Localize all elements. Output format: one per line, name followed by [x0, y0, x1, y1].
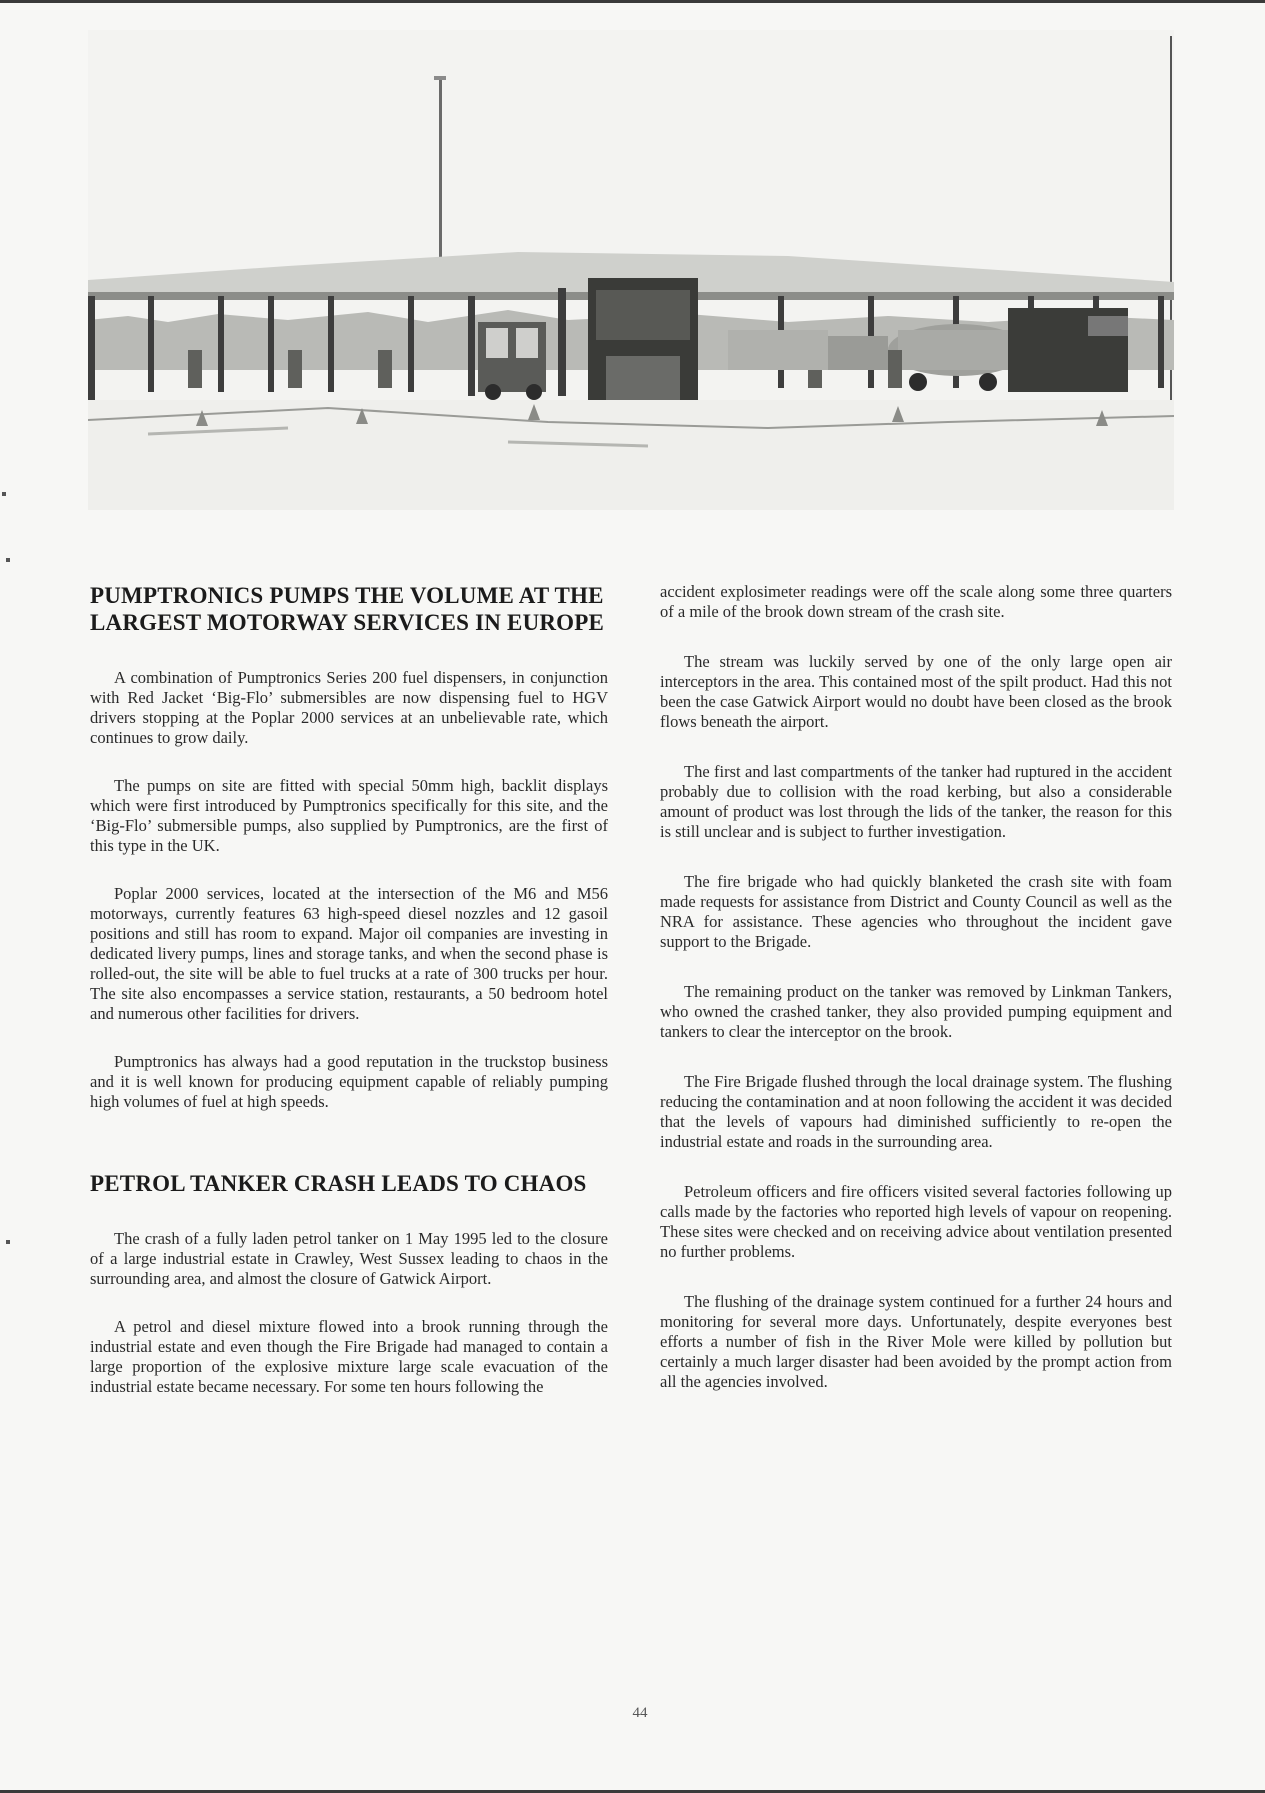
article2-paragraph-2: A petrol and diesel mixture flowed into a brook running through the industrial estate and even though the Fire Brigade had managed to contain a large proportion of the explosive mixture large scale evacuation of the industrial estate became necessary. For some ten hours following the	[90, 1317, 608, 1396]
article1-paragraph-3: Poplar 2000 services, located at the intersection of the M6 and M56 motorways, currently features 63 high-speed diesel nozzles and 12 gasoil positions and still has room to expand. Major oil companies are investing in dedicated livery pumps, lines and storage tanks, and when the second phase is rolled-out, the site will be able to fuel trucks at a rate of 300 trucks per hour. The site also encompasses a service station, restaurants, a 50 bedroom hotel and numerous other facilities for drivers.	[90, 884, 608, 1023]
article2-paragraph-fire-brigade: The fire brigade who had quickly blanketed the crash site with foam made requests for assistance from District and County Council as well as the NRA for assistance. These agencies who throughout the incident gave support to the Brigade.	[660, 872, 1172, 951]
page-number: 44	[632, 1705, 648, 1721]
article2-paragraph-linkman: The remaining product on the tanker was removed by Linkman Tankers, who owned the crashed tanker, they also provided pumping equipment and tankers to clear the interceptor on the brook.	[660, 982, 1172, 1041]
article2-paragraph-drainage: The Fire Brigade flushed through the local drainage system. The flushing reducing the contamination and at noon following the accident it was decided that the levels of vapours had diminished sufficiently to re-open the industrial estate and roads in the surrounding area.	[660, 1072, 1172, 1151]
edge-mark	[6, 558, 10, 562]
article2-paragraph-1: The crash of a fully laden petrol tanker on 1 May 1995 led to the closure of a large industrial estate in Crawley, West Sussex leading to chaos in the surrounding area, and almost the closure of Gatwick Airport.	[90, 1229, 608, 1288]
article1-heading: PUMPTRONICS PUMPS THE VOLUME AT THE LARGEST MOTORWAY SERVICES IN EUROPE	[90, 583, 605, 635]
article1-paragraph-1: A combination of Pumptronics Series 200 fuel dispensers, in conjunction with Red Jacket ‘Big-Flo’ submersibles are now dispensing fuel to HGV drivers stopping at the Poplar 2000 services at an unbelievable rate, which continues to grow daily.	[90, 668, 608, 747]
article2-paragraph-interceptor: The stream was luckily served by one of the only large open air interceptors in the area. This contained most of the spilt product. Had this not been the case Gatwick Airport would no doubt have been closed as the brook flows beneath the airport.	[660, 652, 1172, 731]
article2-paragraph-petroleum-officers: Petroleum officers and fire officers visited several factories following up calls made by the factories who reported high levels of vapour on reopening. These sites were checked and on receiving advice about ventilation presented no further problems.	[660, 1182, 1172, 1261]
article1-paragraph-4: Pumptronics has always had a good reputation in the truckstop business and it is well known for producing equipment capable of reliably pumping high volumes of fuel at high speeds.	[90, 1052, 608, 1111]
edge-mark	[6, 1240, 10, 1244]
right-column	[660, 582, 1172, 1422]
article2-continued-paragraph: accident explosimeter readings were off the scale along some three quarters of a mile of the brook down stream of the crash site.	[660, 582, 1172, 621]
article2-paragraph-compartments: The first and last compartments of the tanker had ruptured in the accident probably due to collision with the road kerbing, but also a considerable amount of product was lost through the lids of the tanker, the reason for this is still unclear and is subject to further investigation.	[660, 762, 1172, 841]
article1-paragraph-2: The pumps on site are fitted with special 50mm high, backlit displays which were first introduced by Pumptronics specifically for this site, and the ‘Big-Flo’ submersible pumps, also supplied by Pumptronics, are the first of this type in the UK.	[90, 776, 608, 855]
forecourt-photo	[88, 30, 1174, 510]
left-column	[90, 582, 608, 1425]
article2-heading: PETROL TANKER CRASH LEADS TO CHAOS	[90, 1171, 587, 1196]
article2-paragraph-flushing: The flushing of the drainage system continued for a further 24 hours and monitoring for several more days. Unfortunately, despite everyones best efforts a number of fish in the River Mole were killed by pollution but certainly a much larger disaster had been avoided by the prompt action from all the agencies involved.	[660, 1292, 1172, 1391]
top-border-line	[0, 0, 1265, 3]
edge-mark	[2, 492, 6, 496]
